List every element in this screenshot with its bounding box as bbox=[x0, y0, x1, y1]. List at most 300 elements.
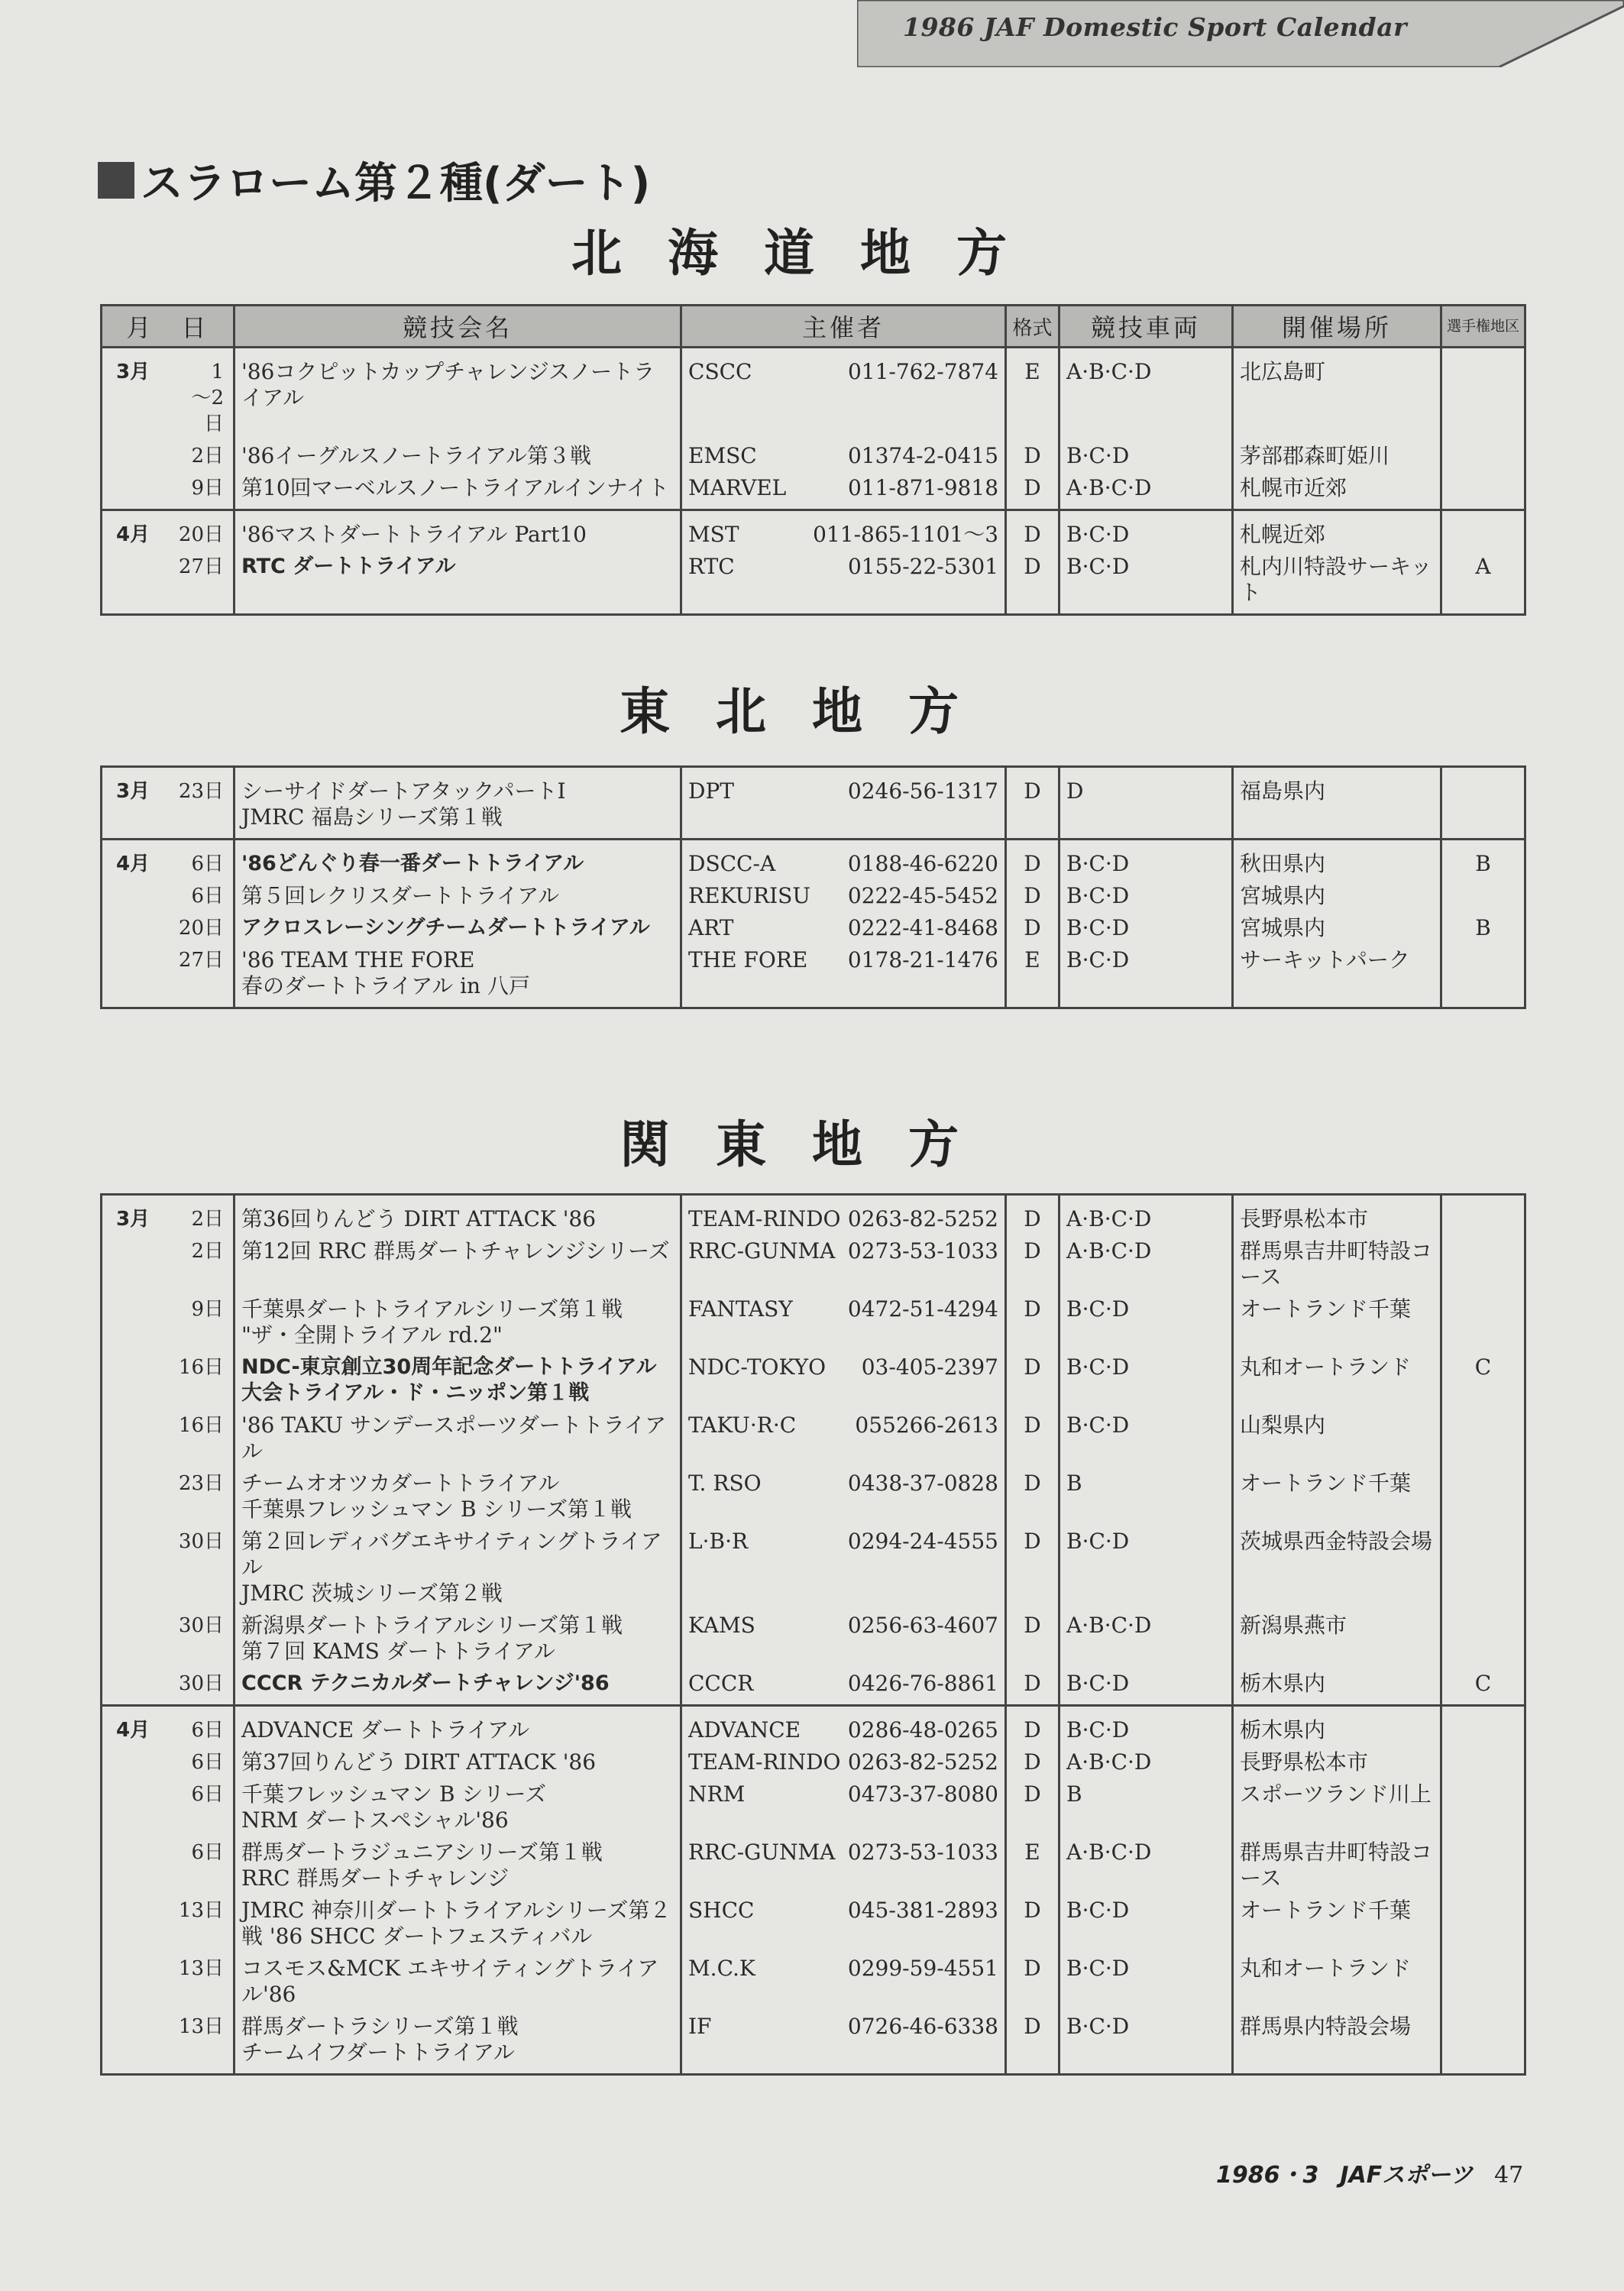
table-row bbox=[102, 1525, 1525, 1609]
organizer-cell bbox=[681, 1195, 1006, 1235]
organizer-code: CSCC bbox=[688, 359, 752, 384]
organizer-code: M.C.K bbox=[688, 1956, 755, 1981]
cars-cell: A·B·C·D bbox=[1059, 1195, 1233, 1235]
cars-cell: B·C·D bbox=[1059, 550, 1233, 615]
organizer-tel: 0188-46-6220 bbox=[847, 851, 998, 876]
month-cell bbox=[102, 1409, 166, 1467]
event-name: '86 TEAM THE FORE 春のダートトライアル in 八戸 bbox=[235, 943, 681, 1008]
venue-cell: 群馬県吉井町特設コース bbox=[1233, 1234, 1441, 1293]
table-row bbox=[102, 471, 1525, 510]
champ-cell bbox=[1441, 510, 1525, 551]
venue-cell: 秋田県内 bbox=[1233, 840, 1441, 880]
champ-cell bbox=[1441, 1952, 1525, 2010]
month-cell bbox=[102, 1467, 166, 1525]
format-cell: D bbox=[1006, 1351, 1059, 1409]
event-name: 千葉県ダートトライアルシリーズ第１戦 "ザ・全開トライアル rd.2" bbox=[235, 1293, 681, 1351]
champ-cell bbox=[1441, 1409, 1525, 1467]
calendar-table-hokkaido bbox=[100, 304, 1526, 616]
organizer-tel: 0263-82-5252 bbox=[847, 1206, 998, 1231]
event-name: '86イーグルスノートライアル第３戦 bbox=[235, 439, 681, 471]
event-name: '86どんぐり春一番ダートトライアル bbox=[235, 840, 681, 880]
organizer-code: FANTASY bbox=[688, 1296, 793, 1322]
cars-cell: B·C·D bbox=[1059, 1409, 1233, 1467]
day-cell: 2日 bbox=[166, 1234, 235, 1293]
page-footer bbox=[1216, 2156, 1523, 2189]
day-cell: 30日 bbox=[166, 1525, 235, 1609]
footer-magazine: JAFスポーツ bbox=[1340, 2162, 1474, 2189]
cars-cell: A·B·C·D bbox=[1059, 471, 1233, 510]
champ-cell bbox=[1441, 1293, 1525, 1351]
venue-cell: 山梨県内 bbox=[1233, 1409, 1441, 1467]
venue-cell: 長野県松本市 bbox=[1233, 1746, 1441, 1778]
format-cell: D bbox=[1006, 1952, 1059, 2010]
table-row bbox=[102, 1234, 1525, 1293]
venue-cell: 栃木県内 bbox=[1233, 1667, 1441, 1706]
format-cell: D bbox=[1006, 1778, 1059, 1836]
organizer-cell bbox=[681, 1746, 1006, 1778]
day-cell: 6日 bbox=[166, 1746, 235, 1778]
event-name: '86 TAKU サンデースポーツダートトライアル bbox=[235, 1409, 681, 1467]
organizer-code: RTC bbox=[688, 554, 735, 579]
organizer-cell bbox=[681, 1894, 1006, 1952]
organizer-code: RRC-GUNMA bbox=[688, 1840, 836, 1865]
format-cell: D bbox=[1006, 1467, 1059, 1525]
organizer-cell bbox=[681, 1293, 1006, 1351]
organizer-tel: 0438-37-0828 bbox=[847, 1471, 998, 1496]
organizer-tel: 011-762-7874 bbox=[847, 359, 999, 384]
champ-cell bbox=[1441, 1706, 1525, 1746]
event-name: '86マストダートトライアル Part10 bbox=[235, 510, 681, 551]
organizer-tel: 0286-48-0265 bbox=[847, 1717, 998, 1743]
table-row bbox=[102, 1746, 1525, 1778]
organizer-cell bbox=[681, 348, 1006, 440]
table-row bbox=[102, 510, 1525, 551]
footer-issue: 1986・3 bbox=[1216, 2162, 1319, 2189]
champ-cell: A bbox=[1441, 550, 1525, 615]
cars-cell: B·C·D bbox=[1059, 1952, 1233, 2010]
format-cell: D bbox=[1006, 439, 1059, 471]
format-cell: D bbox=[1006, 1293, 1059, 1351]
organizer-tel: 0273-53-1033 bbox=[847, 1238, 998, 1264]
organizer-tel: 0263-82-5252 bbox=[847, 1749, 998, 1775]
venue-cell: スポーツランド川上 bbox=[1233, 1778, 1441, 1836]
event-name: コスモス&MCK エキサイティングトライアル'86 bbox=[235, 1952, 681, 2010]
organizer-code: THE FORE bbox=[688, 947, 808, 972]
table-row bbox=[102, 879, 1525, 911]
day-cell: 6日 bbox=[166, 1836, 235, 1894]
organizer-tel: 011-865-1101～3 bbox=[813, 522, 999, 547]
table-row bbox=[102, 911, 1525, 943]
header-champ: 選手権地区 bbox=[1441, 306, 1525, 348]
month-cell bbox=[102, 2010, 166, 2075]
header-organizer: 主催者 bbox=[681, 306, 1006, 348]
organizer-cell bbox=[681, 767, 1006, 840]
organizer-cell bbox=[681, 1836, 1006, 1894]
organizer-code: CCCR bbox=[688, 1671, 754, 1696]
day-cell: 6日 bbox=[166, 879, 235, 911]
organizer-code: RRC-GUNMA bbox=[688, 1238, 836, 1264]
organizer-tel: 0246-56-1317 bbox=[847, 778, 998, 804]
venue-cell: 茅部郡森町姫川 bbox=[1233, 439, 1441, 471]
table-row bbox=[102, 943, 1525, 1008]
table-row bbox=[102, 1467, 1525, 1525]
organizer-code: MARVEL bbox=[688, 475, 787, 500]
section-title bbox=[98, 150, 650, 211]
month-cell: 4月 bbox=[102, 510, 166, 551]
venue-cell: 北広島町 bbox=[1233, 348, 1441, 440]
table-row bbox=[102, 1293, 1525, 1351]
event-name: 千葉フレッシュマン B シリーズ NRM ダートスペシャル'86 bbox=[235, 1778, 681, 1836]
event-name: チームオオツカダートトライアル 千葉県フレッシュマン B シリーズ第１戦 bbox=[235, 1467, 681, 1525]
organizer-cell bbox=[681, 439, 1006, 471]
cars-cell: D bbox=[1059, 767, 1233, 840]
header-month-day: 月 日 bbox=[102, 306, 235, 348]
organizer-cell bbox=[681, 1609, 1006, 1667]
cars-cell: B·C·D bbox=[1059, 1894, 1233, 1952]
day-cell: 23日 bbox=[166, 767, 235, 840]
day-cell: 9日 bbox=[166, 1293, 235, 1351]
day-cell: 9日 bbox=[166, 471, 235, 510]
organizer-tel: 0472-51-4294 bbox=[847, 1296, 998, 1322]
format-cell: D bbox=[1006, 767, 1059, 840]
champ-cell bbox=[1441, 1234, 1525, 1293]
champ-cell: C bbox=[1441, 1667, 1525, 1706]
organizer-cell bbox=[681, 550, 1006, 615]
event-name: シーサイドダートアタックパートⅠ JMRC 福島シリーズ第１戦 bbox=[235, 767, 681, 840]
cars-cell: B·C·D bbox=[1059, 943, 1233, 1008]
month-cell bbox=[102, 471, 166, 510]
champ-cell bbox=[1441, 2010, 1525, 2075]
month-cell bbox=[102, 943, 166, 1008]
organizer-tel: 0222-41-8468 bbox=[847, 915, 998, 940]
event-name: 第37回りんどう DIRT ATTACK '86 bbox=[235, 1746, 681, 1778]
champ-cell: B bbox=[1441, 911, 1525, 943]
cars-cell: A·B·C·D bbox=[1059, 1746, 1233, 1778]
venue-cell: オートランド千葉 bbox=[1233, 1894, 1441, 1952]
cars-cell: B·C·D bbox=[1059, 1667, 1233, 1706]
region-title-hokkaido: 北海道地方 bbox=[571, 224, 1053, 283]
format-cell: D bbox=[1006, 510, 1059, 551]
event-name: ADVANCE ダートトライアル bbox=[235, 1706, 681, 1746]
table-row bbox=[102, 1609, 1525, 1667]
format-cell: D bbox=[1006, 2010, 1059, 2075]
organizer-code: L·B·R bbox=[688, 1529, 749, 1554]
section-title-text: スラローム第２種(ダート) bbox=[141, 159, 651, 209]
organizer-tel: 045-381-2893 bbox=[847, 1898, 998, 1923]
venue-cell: 札幌市近郊 bbox=[1233, 471, 1441, 510]
month-cell bbox=[102, 1234, 166, 1293]
organizer-cell bbox=[681, 1234, 1006, 1293]
organizer-cell bbox=[681, 1409, 1006, 1467]
table-row bbox=[102, 1195, 1525, 1235]
event-name: RTC ダートトライアル bbox=[235, 550, 681, 615]
champ-cell bbox=[1441, 1836, 1525, 1894]
month-cell: 4月 bbox=[102, 1706, 166, 1746]
organizer-code: REKURISU bbox=[688, 883, 810, 908]
day-cell: 23日 bbox=[166, 1467, 235, 1525]
organizer-cell bbox=[681, 1351, 1006, 1409]
day-cell: 30日 bbox=[166, 1667, 235, 1706]
cars-cell: B bbox=[1059, 1467, 1233, 1525]
format-cell: D bbox=[1006, 1894, 1059, 1952]
month-cell bbox=[102, 1525, 166, 1609]
day-cell: 30日 bbox=[166, 1609, 235, 1667]
champ-cell bbox=[1441, 1195, 1525, 1235]
format-cell: D bbox=[1006, 840, 1059, 880]
day-cell: 13日 bbox=[166, 1894, 235, 1952]
organizer-code: T. RSO bbox=[688, 1471, 762, 1496]
champ-cell bbox=[1441, 1746, 1525, 1778]
organizer-cell bbox=[681, 1667, 1006, 1706]
organizer-tel: 0473-37-8080 bbox=[847, 1781, 998, 1807]
month-cell bbox=[102, 1952, 166, 2010]
organizer-cell bbox=[681, 840, 1006, 880]
organizer-cell bbox=[681, 1706, 1006, 1746]
venue-cell: オートランド千葉 bbox=[1233, 1293, 1441, 1351]
table-row bbox=[102, 2010, 1525, 2075]
cars-cell: B·C·D bbox=[1059, 840, 1233, 880]
organizer-tel: 0294-24-4555 bbox=[847, 1529, 998, 1554]
organizer-code: DSCC-A bbox=[688, 851, 776, 876]
cars-cell: B·C·D bbox=[1059, 439, 1233, 471]
day-cell: 13日 bbox=[166, 1952, 235, 2010]
month-cell bbox=[102, 550, 166, 615]
day-cell: 2日 bbox=[166, 439, 235, 471]
format-cell: D bbox=[1006, 879, 1059, 911]
month-cell bbox=[102, 1351, 166, 1409]
format-cell: E bbox=[1006, 348, 1059, 440]
organizer-tel: 0178-21-1476 bbox=[847, 947, 998, 972]
month-cell bbox=[102, 1746, 166, 1778]
cars-cell: A·B·C·D bbox=[1059, 1836, 1233, 1894]
month-cell bbox=[102, 879, 166, 911]
organizer-code: MST bbox=[688, 522, 739, 547]
month-cell: 3月 bbox=[102, 348, 166, 440]
format-cell: D bbox=[1006, 1195, 1059, 1235]
cars-cell: A·B·C·D bbox=[1059, 1234, 1233, 1293]
event-name: 第36回りんどう DIRT ATTACK '86 bbox=[235, 1195, 681, 1235]
format-cell: E bbox=[1006, 1836, 1059, 1894]
cars-cell: B·C·D bbox=[1059, 2010, 1233, 2075]
organizer-tel: 0256-63-4607 bbox=[847, 1613, 998, 1638]
organizer-code: TEAM-RINDO bbox=[688, 1206, 841, 1231]
table-row bbox=[102, 1778, 1525, 1836]
region-title-tohoku: 東北地方 bbox=[620, 682, 1004, 741]
event-name: 群馬ダートラシリーズ第１戦 チームイフダートトライアル bbox=[235, 2010, 681, 2075]
organizer-cell bbox=[681, 510, 1006, 551]
champ-cell bbox=[1441, 1778, 1525, 1836]
venue-cell: サーキットパーク bbox=[1233, 943, 1441, 1008]
event-name: NDC-東京創立30周年記念ダートトライアル大会トライアル・ド・ニッポン第１戦 bbox=[235, 1351, 681, 1409]
event-name: JMRC 神奈川ダートトライアルシリーズ第２戦 '86 SHCC ダートフェスティバル bbox=[235, 1894, 681, 1952]
organizer-tel: 011-871-9818 bbox=[847, 475, 999, 500]
venue-cell: 札内川特設サーキット bbox=[1233, 550, 1441, 615]
format-cell: D bbox=[1006, 471, 1059, 510]
format-cell: D bbox=[1006, 1409, 1059, 1467]
champ-cell bbox=[1441, 1609, 1525, 1667]
champ-cell bbox=[1441, 767, 1525, 840]
format-cell: D bbox=[1006, 1706, 1059, 1746]
day-cell: 16日 bbox=[166, 1409, 235, 1467]
event-name: 群馬ダートラジュニアシリーズ第１戦 RRC 群馬ダートチャレンジ bbox=[235, 1836, 681, 1894]
cars-cell: B·C·D bbox=[1059, 911, 1233, 943]
organizer-cell bbox=[681, 943, 1006, 1008]
cars-cell: B·C·D bbox=[1059, 510, 1233, 551]
venue-cell: 宮城県内 bbox=[1233, 911, 1441, 943]
month-cell: 4月 bbox=[102, 840, 166, 880]
organizer-cell bbox=[681, 911, 1006, 943]
organizer-tel: 0155-22-5301 bbox=[847, 554, 999, 579]
cars-cell: B·C·D bbox=[1059, 1351, 1233, 1409]
month-cell bbox=[102, 1609, 166, 1667]
venue-cell: 福島県内 bbox=[1233, 767, 1441, 840]
organizer-tel: 0726-46-6338 bbox=[847, 2014, 998, 2039]
page-number: 47 bbox=[1494, 2162, 1524, 2189]
format-cell: E bbox=[1006, 943, 1059, 1008]
organizer-code: IF bbox=[688, 2014, 712, 2039]
venue-cell: 新潟県燕市 bbox=[1233, 1609, 1441, 1667]
organizer-tel: 0222-45-5452 bbox=[847, 883, 998, 908]
event-name: 第２回レディバグエキサイティングトライアル JMRC 茨城シリーズ第２戦 bbox=[235, 1525, 681, 1609]
organizer-code: KAMS bbox=[688, 1613, 755, 1638]
cars-cell: B·C·D bbox=[1059, 1706, 1233, 1746]
format-cell: D bbox=[1006, 1609, 1059, 1667]
champ-cell: C bbox=[1441, 1351, 1525, 1409]
event-name: 第10回マーベルスノートライアルインナイト bbox=[235, 471, 681, 510]
day-cell: 27日 bbox=[166, 943, 235, 1008]
table-row bbox=[102, 348, 1525, 440]
table-row bbox=[102, 550, 1525, 615]
venue-cell: 栃木県内 bbox=[1233, 1706, 1441, 1746]
month-cell bbox=[102, 439, 166, 471]
day-cell: 2日 bbox=[166, 1195, 235, 1235]
table-row bbox=[102, 840, 1525, 880]
organizer-cell bbox=[681, 1525, 1006, 1609]
cars-cell: A·B·C·D bbox=[1059, 1609, 1233, 1667]
organizer-tel: 0273-53-1033 bbox=[847, 1840, 998, 1865]
header-tab bbox=[857, 0, 1624, 67]
day-cell: 6日 bbox=[166, 840, 235, 880]
organizer-cell bbox=[681, 471, 1006, 510]
organizer-cell bbox=[681, 1778, 1006, 1836]
table-row bbox=[102, 767, 1525, 840]
day-cell: 20日 bbox=[166, 510, 235, 551]
organizer-tel: 055266-2613 bbox=[855, 1412, 998, 1438]
table-row bbox=[102, 1706, 1525, 1746]
day-cell: 27日 bbox=[166, 550, 235, 615]
event-name: 第12回 RRC 群馬ダートチャレンジシリーズ bbox=[235, 1234, 681, 1293]
champ-cell bbox=[1441, 348, 1525, 440]
calendar-table-kanto bbox=[100, 1193, 1526, 2076]
month-cell bbox=[102, 1894, 166, 1952]
champ-cell: B bbox=[1441, 840, 1525, 880]
venue-cell: 茨城県西金特設会場 bbox=[1233, 1525, 1441, 1609]
month-cell: 3月 bbox=[102, 1195, 166, 1235]
organizer-code: TEAM-RINDO bbox=[688, 1749, 841, 1775]
event-name: 第５回レクリスダートトライアル bbox=[235, 879, 681, 911]
cars-cell: B·C·D bbox=[1059, 879, 1233, 911]
month-cell bbox=[102, 911, 166, 943]
champ-cell bbox=[1441, 879, 1525, 911]
month-cell bbox=[102, 1836, 166, 1894]
cars-cell: B·C·D bbox=[1059, 1525, 1233, 1609]
table-header-row bbox=[102, 306, 1525, 348]
organizer-code: NDC-TOKYO bbox=[688, 1354, 827, 1380]
table-row bbox=[102, 1351, 1525, 1409]
cars-cell: B bbox=[1059, 1778, 1233, 1836]
header-cars: 競技車両 bbox=[1059, 306, 1233, 348]
event-name: アクロスレーシングチームダートトライアル bbox=[235, 911, 681, 943]
champ-cell bbox=[1441, 1467, 1525, 1525]
organizer-cell bbox=[681, 1952, 1006, 2010]
organizer-code: TAKU·R·C bbox=[688, 1412, 797, 1438]
format-cell: D bbox=[1006, 1525, 1059, 1609]
champ-cell bbox=[1441, 943, 1525, 1008]
day-cell: 13日 bbox=[166, 2010, 235, 2075]
header-format: 格式 bbox=[1006, 306, 1059, 348]
organizer-code: DPT bbox=[688, 778, 734, 804]
month-cell: 3月 bbox=[102, 767, 166, 840]
table-row bbox=[102, 1836, 1525, 1894]
venue-cell: オートランド千葉 bbox=[1233, 1467, 1441, 1525]
format-cell: D bbox=[1006, 1234, 1059, 1293]
venue-cell: 丸和オートランド bbox=[1233, 1952, 1441, 2010]
organizer-cell bbox=[681, 2010, 1006, 2075]
organizer-code: ART bbox=[688, 915, 734, 940]
champ-cell bbox=[1441, 1525, 1525, 1609]
event-name: 新潟県ダートトライアルシリーズ第１戦 第７回 KAMS ダートトライアル bbox=[235, 1609, 681, 1667]
month-cell bbox=[102, 1778, 166, 1836]
event-name: CCCR テクニカルダートチャレンジ'86 bbox=[235, 1667, 681, 1706]
header-event: 競技会名 bbox=[235, 306, 681, 348]
venue-cell: 長野県松本市 bbox=[1233, 1195, 1441, 1235]
champ-cell bbox=[1441, 439, 1525, 471]
table-row bbox=[102, 1409, 1525, 1467]
venue-cell: 札幌近郊 bbox=[1233, 510, 1441, 551]
header-title: 1986 JAF Domestic Sport Calendar bbox=[903, 12, 1407, 42]
event-name: '86コクピットカップチャレンジスノートライアル bbox=[235, 348, 681, 440]
cars-cell: B·C·D bbox=[1059, 1293, 1233, 1351]
square-bullet-icon bbox=[98, 162, 134, 199]
header-venue: 開催場所 bbox=[1233, 306, 1441, 348]
organizer-code: SHCC bbox=[688, 1898, 755, 1923]
month-cell bbox=[102, 1667, 166, 1706]
organizer-tel: 03-405-2397 bbox=[861, 1354, 998, 1380]
table-row bbox=[102, 1667, 1525, 1706]
champ-cell bbox=[1441, 1894, 1525, 1952]
calendar-table-tohoku bbox=[100, 765, 1526, 1009]
day-cell: 1 ～2日 bbox=[166, 348, 235, 440]
format-cell: D bbox=[1006, 1746, 1059, 1778]
organizer-tel: 01374-2-0415 bbox=[847, 443, 999, 468]
day-cell: 20日 bbox=[166, 911, 235, 943]
organizer-tel: 0299-59-4551 bbox=[847, 1956, 998, 1981]
day-cell: 6日 bbox=[166, 1778, 235, 1836]
format-cell: D bbox=[1006, 911, 1059, 943]
venue-cell: 宮城県内 bbox=[1233, 879, 1441, 911]
table-row bbox=[102, 439, 1525, 471]
table-row bbox=[102, 1952, 1525, 2010]
venue-cell: 丸和オートランド bbox=[1233, 1351, 1441, 1409]
organizer-cell bbox=[681, 879, 1006, 911]
venue-cell: 群馬県内特設会場 bbox=[1233, 2010, 1441, 2075]
day-cell: 16日 bbox=[166, 1351, 235, 1409]
month-cell bbox=[102, 1293, 166, 1351]
champ-cell bbox=[1441, 471, 1525, 510]
format-cell: D bbox=[1006, 1667, 1059, 1706]
table-row bbox=[102, 1894, 1525, 1952]
organizer-code: EMSC bbox=[688, 443, 757, 468]
